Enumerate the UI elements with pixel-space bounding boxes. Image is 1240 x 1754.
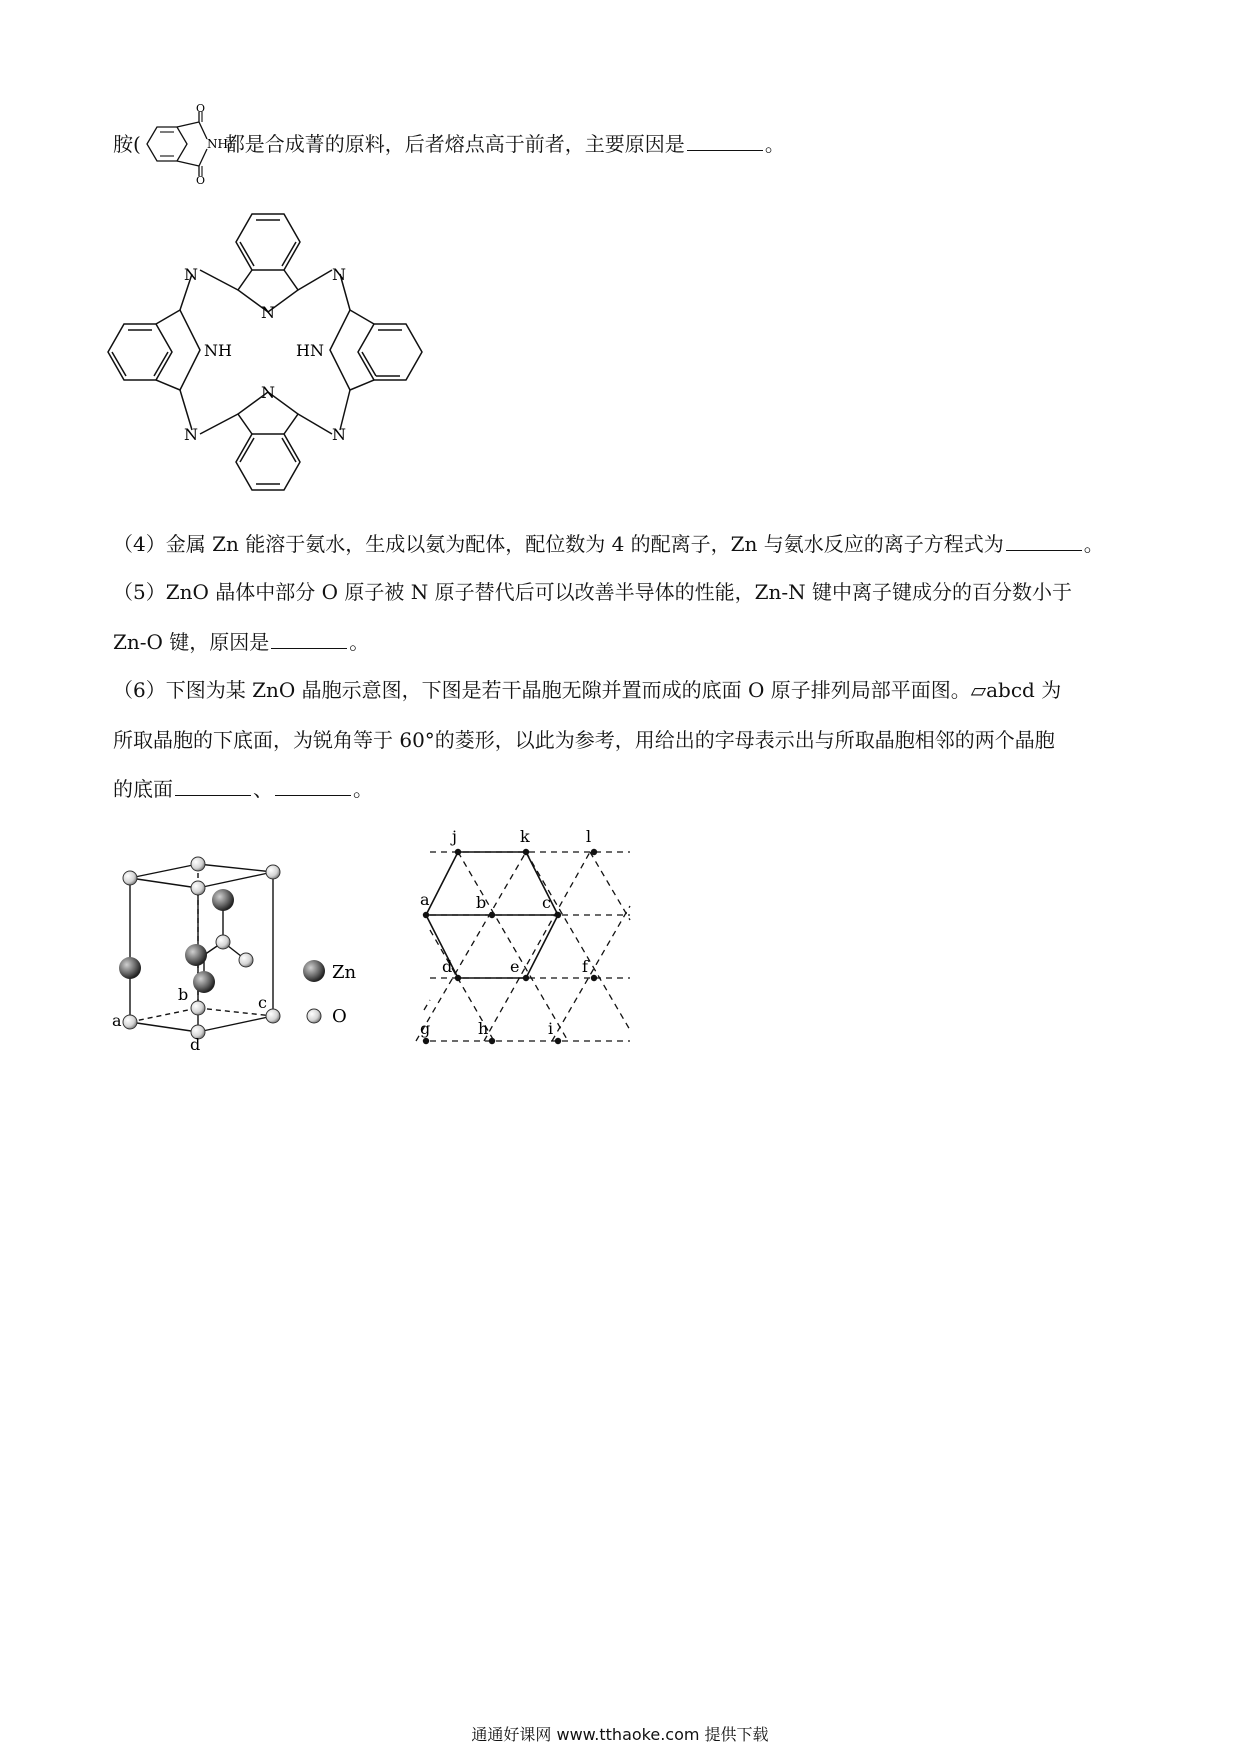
question-6-line-3-end: 。 [353,777,373,801]
question-5-line-1: （5）ZnO 晶体中部分 O 原子被 N 原子替代后可以改善半导体的性能，Zn-N 键中离子键成分的百分数小于 [113,580,1072,604]
plane-label-g: g [420,1019,431,1038]
cell-label-d: d [190,1035,201,1054]
phthalimide-structure [137,101,233,187]
page-footer: 通通好课网 www.tthaoke.com 提供下载 [471,1725,769,1744]
plane-label-b: b [476,893,487,912]
answer-blank-2[interactable] [1006,532,1082,551]
hn-label: HN [296,341,324,360]
phthalimide-o-top: O [195,101,205,115]
line1-prefix: 胺( [113,132,141,156]
plane-label-c: c [542,893,551,912]
phthalimide-nh-label: NH) [206,136,233,151]
plane-label-h: h [478,1019,489,1038]
question-6-separator: 、 [253,777,273,801]
question-5-line-2-end: 。 [349,630,370,654]
n-label-bottom-right: N [332,425,346,444]
question-6-line-1: （6）下图为某 ZnO 晶胞示意图，下图是若干晶胞无隙并置而成的底面 O 原子排列局部平面图。▱abcd 为 [113,678,1062,702]
phthalocyanine-structure [100,190,430,515]
answer-blank-5[interactable] [275,777,351,796]
zno-unit-cell-figure [108,850,388,1055]
phthalimide-o-bottom: O [195,173,205,187]
plane-label-l: l [586,827,592,846]
n-label-top: N [261,303,275,322]
legend-o-label: O [332,1006,347,1027]
answer-blank-1[interactable] [687,132,763,151]
cell-label-b: b [178,985,189,1004]
question-6-line-3-text: 的底面 [113,777,173,801]
nh-label: NH [204,341,232,360]
plane-label-e: e [510,957,520,976]
cell-label-a: a [112,1011,122,1030]
legend-o-icon [307,1009,321,1023]
n-label-bottom: N [261,383,275,402]
plane-label-i: i [548,1019,554,1038]
plane-label-k: k [520,827,530,846]
question-4-end: 。 [1083,532,1104,556]
question-6-line-3 [113,775,373,803]
o-atom-plane-figure [420,820,640,1050]
text-line-1 [113,101,785,187]
cell-label-c: c [258,993,267,1012]
plane-label-a: a [420,890,430,909]
answer-blank-3[interactable] [271,630,347,649]
plane-label-d: d [442,957,453,976]
line1-text: 都是合成菁的原料，后者熔点高于前者，主要原因是 [224,132,685,156]
answer-blank-4[interactable] [175,777,251,796]
legend-zn-icon [303,960,325,982]
plane-label-f: f [582,957,588,976]
line1-end: 。 [764,132,785,156]
question-5-line-2-text: Zn-O 键，原因是 [113,630,270,654]
question-4 [113,530,1104,558]
plane-label-j: j [452,827,457,846]
question-5-line-2 [113,628,369,656]
question-6-line-2: 所取晶胞的下底面，为锐角等于 60°的菱形，以此为参考，用给出的字母表示出与所取晶胞相邻的两个晶胞 [113,728,1055,752]
question-4-text: （4）金属 Zn 能溶于氨水，生成以氨为配体，配位数为 4 的配离子，Zn 与氨水反应的离子方程式为 [113,532,1004,556]
n-label-top-right: N [332,265,346,284]
legend-zn-label: Zn [332,962,357,983]
n-label-bottom-left: N [184,425,198,444]
n-label-top-left: N [184,265,198,284]
